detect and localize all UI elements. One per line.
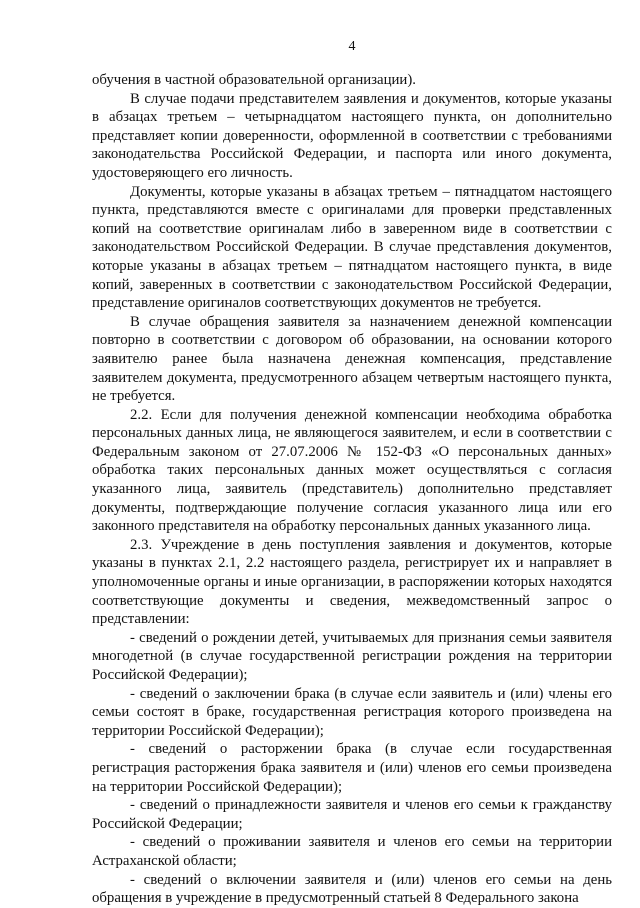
list-item-birth: - сведений о рождении детей, учитываемых для признания семьи заявителя многодетной (в случае государственной регистрации рождения на территории Российской Федерации);	[92, 629, 612, 683]
paragraph-2-2: 2.2. Если для получения денежной компенсации необходима обработка персональных данных лица, не являющегося заявителем, и если в соответствии с Федеральным законом от 27.07.2006 № 152-ФЗ «О персональных данных» обработка таких персональных данных может осуществляться с согласия указанного лица, заявитель (представитель) дополнительно представляет документы, подтверждающие получение согласия указанного лица или его законного представителя на обработку персональных данных указанного лица.	[92, 406, 612, 535]
page-number: 4	[348, 39, 356, 54]
paragraph-2-3: 2.3. Учреждение в день поступления заявления и документов, которые указаны в пунктах 2.1, 2.2 настоящего раздела, регистрирует их и направляет в уполномоченные органы и иные организации, в распоряжении которых находятся соответствующие документы и сведения, межведомственный запрос о представлении:	[92, 536, 612, 628]
list-item-inclusion: - сведений о включении заявителя и (или) членов его семьи на день обращения в учреждение в предусмотренный статьей 8 Федерального закона	[92, 871, 612, 907]
paragraph-continuation: обучения в частной образовательной организации).	[92, 72, 416, 88]
paragraph-representative: В случае подачи представителем заявления и документов, которые указаны в абзацах третьем – четырнадцатом настоящего пункта, он дополнительно представляет копии доверенности, оформленной в соответствии с требованиями законодательства Российской Федерации, и паспорта или иного документа, удостоверяющего его личность.	[92, 90, 612, 181]
paragraph-repeat-request: В случае обращения заявителя за назначением денежной компенсации повторно в соответствии с договором об образовании, на основании которого заявителю ранее была назначена денежная компенсация, представление заявителем документа, предусмотренного абзацем четвертым настоящего пункта, не требуется.	[92, 313, 612, 405]
list-item-citizenship: - сведений о принадлежности заявителя и членов его семьи к гражданству Российской Федерации;	[92, 797, 612, 832]
paragraph-originals: Документы, которые указаны в абзацах третьем – пятнадцатом настоящего пункта, представляются вместе с оригиналами для проверки представленных копий на соответствие оригиналам либо в заверенном виде в соответствии с законодательством Российской Федерации. В случае представления документов, которые указаны в абзацах третьем – пятнадцатом настоящего пункта, в виде копий, заверенных в соответствии с законодательством Российской Федерации, представление оригиналов соответствующих документов не требуется.	[92, 183, 612, 312]
list-item-residence: - сведений о проживании заявителя и членов его семьи на территории Астраханской области;	[92, 834, 612, 869]
list-item-divorce: - сведений о расторжении брака (в случае если государственная регистрация расторжения брака заявителя и (или) членов его семьи произведена на территории Российской Федерации);	[92, 741, 612, 795]
list-item-marriage: - сведений о заключении брака (в случае если заявитель и (или) члены его семьи состоят в браке, государственная регистрация которого произведена на территории Российской Федерации);	[92, 685, 612, 739]
